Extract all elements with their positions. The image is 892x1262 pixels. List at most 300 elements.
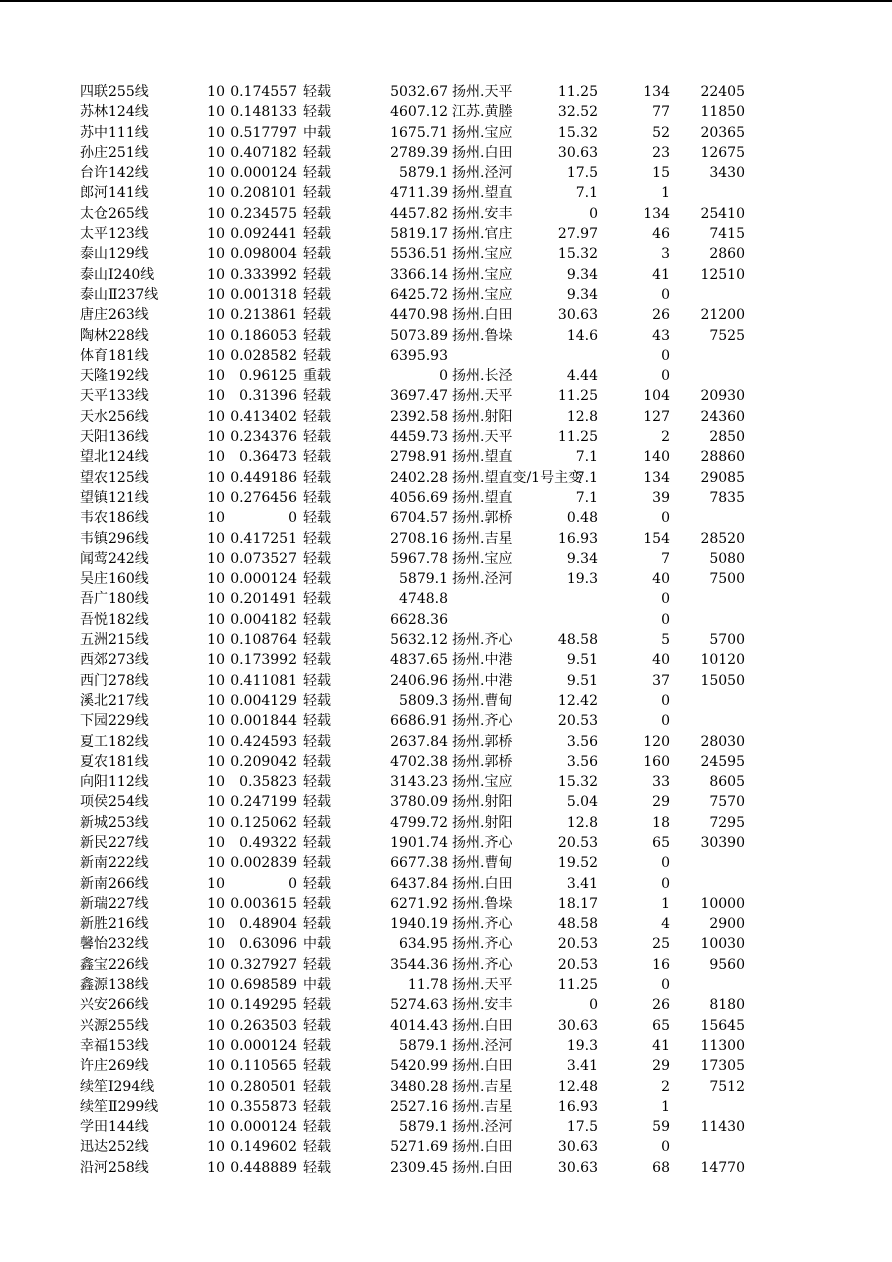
table-row bbox=[0, 813, 892, 833]
load-rate-cell: 0.355873 bbox=[230, 1098, 297, 1115]
substation-cell: 扬州.吉星 bbox=[452, 1078, 513, 1095]
length-cell: 15.32 bbox=[557, 124, 598, 141]
line-name-cell: 西门278线 bbox=[80, 672, 149, 689]
capacity-cell: 5879.1 bbox=[399, 1037, 448, 1054]
substation-cell: 扬州.齐心 bbox=[452, 936, 513, 953]
substation-cell: 扬州.中港 bbox=[452, 652, 513, 669]
kva-cell: 11430 bbox=[700, 1119, 745, 1136]
voltage-cell: 10 bbox=[207, 185, 225, 202]
capacity-cell: 3780.09 bbox=[390, 794, 448, 811]
capacity-cell: 1901.74 bbox=[390, 834, 448, 851]
count-cell: 23 bbox=[652, 144, 670, 161]
line-name-cell: 苏林124线 bbox=[80, 104, 149, 121]
line-name-cell: 西郊273线 bbox=[80, 652, 149, 669]
kva-cell: 12510 bbox=[700, 266, 745, 283]
substation-cell: 扬州.泾河 bbox=[452, 571, 513, 588]
length-cell: 3.41 bbox=[566, 875, 598, 892]
line-name-cell: 韦镇296线 bbox=[80, 530, 149, 547]
length-cell: 30.63 bbox=[557, 1139, 598, 1156]
load-status-cell: 轻载 bbox=[303, 429, 331, 446]
substation-cell: 扬州.望直变/1号主变 bbox=[452, 469, 583, 486]
table-row bbox=[0, 468, 892, 488]
capacity-cell: 5819.17 bbox=[390, 226, 448, 243]
line-name-cell: 馨怡232线 bbox=[80, 936, 149, 953]
voltage-cell: 10 bbox=[207, 530, 225, 547]
load-rate-cell: 0.110565 bbox=[230, 1058, 297, 1075]
table-row bbox=[0, 366, 892, 386]
kva-cell: 8605 bbox=[709, 774, 745, 791]
voltage-cell: 10 bbox=[207, 611, 225, 628]
table-row bbox=[0, 102, 892, 122]
count-cell: 2 bbox=[661, 429, 670, 446]
count-cell: 77 bbox=[652, 104, 670, 121]
length-cell: 7.1 bbox=[575, 449, 598, 466]
count-cell: 0 bbox=[661, 855, 670, 872]
load-status-cell: 轻载 bbox=[303, 1037, 331, 1054]
kva-cell: 3430 bbox=[709, 165, 745, 182]
load-status-cell: 轻载 bbox=[303, 591, 331, 608]
kva-cell: 10000 bbox=[700, 895, 745, 912]
substation-cell: 扬州.射阳 bbox=[452, 814, 513, 831]
table-row bbox=[0, 792, 892, 812]
load-status-cell: 轻载 bbox=[303, 185, 331, 202]
capacity-cell: 11.78 bbox=[407, 977, 448, 994]
load-status-cell: 轻载 bbox=[303, 144, 331, 161]
count-cell: 120 bbox=[643, 733, 670, 750]
load-rate-cell: 0.001844 bbox=[230, 713, 297, 730]
kva-cell: 28860 bbox=[700, 449, 745, 466]
table-row bbox=[0, 123, 892, 143]
length-cell: 14.6 bbox=[566, 327, 598, 344]
length-cell: 18.17 bbox=[557, 895, 598, 912]
load-status-cell: 轻载 bbox=[303, 307, 331, 324]
line-name-cell: 溪北217线 bbox=[80, 692, 149, 709]
kva-cell: 7295 bbox=[709, 814, 745, 831]
capacity-cell: 3544.36 bbox=[390, 956, 448, 973]
kva-cell: 30390 bbox=[700, 834, 745, 851]
voltage-cell: 10 bbox=[207, 550, 225, 567]
voltage-cell: 10 bbox=[207, 632, 225, 649]
voltage-cell: 10 bbox=[207, 733, 225, 750]
voltage-cell: 10 bbox=[207, 652, 225, 669]
voltage-cell: 10 bbox=[207, 266, 225, 283]
load-status-cell: 轻载 bbox=[303, 875, 331, 892]
capacity-cell: 4837.65 bbox=[390, 652, 448, 669]
load-rate-cell: 0.247199 bbox=[230, 794, 297, 811]
capacity-cell: 3366.14 bbox=[390, 266, 448, 283]
line-name-cell: 泰山129线 bbox=[80, 246, 149, 263]
substation-cell: 扬州.齐心 bbox=[452, 834, 513, 851]
table-row bbox=[0, 407, 892, 427]
table-row bbox=[0, 955, 892, 975]
kva-cell: 7415 bbox=[709, 226, 745, 243]
table-row bbox=[0, 163, 892, 183]
kva-cell: 8180 bbox=[709, 997, 745, 1014]
line-name-cell: 望北124线 bbox=[80, 449, 149, 466]
table-row bbox=[0, 427, 892, 447]
count-cell: 134 bbox=[643, 469, 670, 486]
length-cell: 7.1 bbox=[575, 185, 598, 202]
capacity-cell: 0 bbox=[439, 368, 448, 385]
line-name-cell: 吴庄160线 bbox=[80, 571, 149, 588]
table-row bbox=[0, 488, 892, 508]
load-rate-cell: 0.004182 bbox=[230, 611, 297, 628]
capacity-cell: 2402.28 bbox=[390, 469, 448, 486]
load-rate-cell: 0.35823 bbox=[239, 774, 297, 791]
voltage-cell: 10 bbox=[207, 875, 225, 892]
table-row bbox=[0, 691, 892, 711]
length-cell: 12.42 bbox=[557, 692, 598, 709]
load-rate-cell: 0.092441 bbox=[230, 226, 297, 243]
substation-cell: 扬州.望直 bbox=[452, 449, 513, 466]
count-cell: 127 bbox=[643, 408, 670, 425]
table-row bbox=[0, 386, 892, 406]
load-status-cell: 轻载 bbox=[303, 895, 331, 912]
load-rate-cell: 0.148133 bbox=[230, 104, 297, 121]
kva-cell: 11850 bbox=[700, 104, 745, 121]
capacity-cell: 5967.78 bbox=[390, 550, 448, 567]
length-cell: 17.5 bbox=[566, 165, 598, 182]
line-name-cell: 新城253线 bbox=[80, 814, 149, 831]
table-row bbox=[0, 650, 892, 670]
voltage-cell: 10 bbox=[207, 104, 225, 121]
substation-cell: 扬州.郭桥 bbox=[452, 510, 513, 527]
line-name-cell: 项侯254线 bbox=[80, 794, 149, 811]
line-name-cell: 吾悦182线 bbox=[80, 611, 149, 628]
line-name-cell: 新民227线 bbox=[80, 834, 149, 851]
length-cell: 20.53 bbox=[557, 713, 598, 730]
capacity-cell: 4702.38 bbox=[390, 753, 448, 770]
capacity-cell: 2527.16 bbox=[390, 1098, 448, 1115]
load-rate-cell: 0.000124 bbox=[230, 165, 297, 182]
substation-cell: 扬州.宝应 bbox=[452, 774, 513, 791]
load-status-cell: 轻载 bbox=[303, 469, 331, 486]
voltage-cell: 10 bbox=[207, 814, 225, 831]
load-rate-cell: 0.201491 bbox=[230, 591, 297, 608]
substation-cell: 扬州.白田 bbox=[452, 875, 513, 892]
substation-cell: 扬州.天平 bbox=[452, 388, 513, 405]
length-cell: 12.8 bbox=[566, 814, 598, 831]
kva-cell: 10120 bbox=[700, 652, 745, 669]
load-rate-cell: 0.000124 bbox=[230, 571, 297, 588]
load-status-cell: 轻载 bbox=[303, 1119, 331, 1136]
count-cell: 41 bbox=[652, 1037, 670, 1054]
load-rate-cell: 0.209042 bbox=[230, 753, 297, 770]
voltage-cell: 10 bbox=[207, 286, 225, 303]
count-cell: 52 bbox=[652, 124, 670, 141]
capacity-cell: 5271.69 bbox=[390, 1139, 448, 1156]
table-row bbox=[0, 1016, 892, 1036]
load-status-cell: 轻载 bbox=[303, 956, 331, 973]
capacity-cell: 4459.73 bbox=[390, 429, 448, 446]
load-rate-cell: 0.449186 bbox=[230, 469, 297, 486]
table-row bbox=[0, 874, 892, 894]
length-cell: 20.53 bbox=[557, 834, 598, 851]
substation-cell: 扬州.望直 bbox=[452, 489, 513, 506]
length-cell: 12.48 bbox=[557, 1078, 598, 1095]
voltage-cell: 10 bbox=[207, 205, 225, 222]
substation-cell: 扬州.安丰 bbox=[452, 205, 513, 222]
line-name-cell: 天阳136线 bbox=[80, 429, 149, 446]
capacity-cell: 6395.93 bbox=[390, 347, 448, 364]
substation-cell: 扬州.泾河 bbox=[452, 165, 513, 182]
count-cell: 33 bbox=[652, 774, 670, 791]
substation-cell: 扬州.宝应 bbox=[452, 124, 513, 141]
substation-cell: 扬州.泾河 bbox=[452, 1037, 513, 1054]
load-status-cell: 轻载 bbox=[303, 449, 331, 466]
table-row bbox=[0, 82, 892, 102]
load-rate-cell: 0 bbox=[288, 510, 297, 527]
count-cell: 43 bbox=[652, 327, 670, 344]
line-name-cell: 学田144线 bbox=[80, 1119, 149, 1136]
count-cell: 4 bbox=[661, 916, 670, 933]
load-rate-cell: 0.280501 bbox=[230, 1078, 297, 1095]
load-status-cell: 中载 bbox=[303, 936, 331, 953]
table-row bbox=[0, 224, 892, 244]
load-status-cell: 中载 bbox=[303, 124, 331, 141]
voltage-cell: 10 bbox=[207, 469, 225, 486]
voltage-cell: 10 bbox=[207, 226, 225, 243]
capacity-cell: 2798.91 bbox=[390, 449, 448, 466]
line-name-cell: 鑫源138线 bbox=[80, 977, 149, 994]
voltage-cell: 10 bbox=[207, 1119, 225, 1136]
table-row bbox=[0, 549, 892, 569]
kva-cell: 9560 bbox=[709, 956, 745, 973]
line-name-cell: 许庄269线 bbox=[80, 1058, 149, 1075]
count-cell: 37 bbox=[652, 672, 670, 689]
kva-cell: 20930 bbox=[700, 388, 745, 405]
line-name-cell: 台许142线 bbox=[80, 165, 149, 182]
voltage-cell: 10 bbox=[207, 165, 225, 182]
load-status-cell: 轻载 bbox=[303, 246, 331, 263]
table-row bbox=[0, 772, 892, 792]
line-name-cell: 泰山Ⅰ240线 bbox=[80, 266, 155, 283]
voltage-cell: 10 bbox=[207, 936, 225, 953]
count-cell: 134 bbox=[643, 84, 670, 100]
load-rate-cell: 0.125062 bbox=[230, 814, 297, 831]
kva-cell: 21200 bbox=[700, 307, 745, 324]
capacity-cell: 3143.23 bbox=[390, 774, 448, 791]
line-name-cell: 新瑞227线 bbox=[80, 895, 149, 912]
capacity-cell: 4056.69 bbox=[390, 489, 448, 506]
voltage-cell: 10 bbox=[207, 997, 225, 1014]
load-status-cell: 轻载 bbox=[303, 347, 331, 364]
table-row bbox=[0, 1077, 892, 1097]
length-cell: 4.44 bbox=[566, 368, 598, 385]
line-name-cell: 五洲215线 bbox=[80, 632, 149, 649]
length-cell: 19.3 bbox=[566, 571, 598, 588]
count-cell: 46 bbox=[652, 226, 670, 243]
voltage-cell: 10 bbox=[207, 347, 225, 364]
load-rate-cell: 0.276456 bbox=[230, 489, 297, 506]
length-cell: 11.25 bbox=[557, 429, 598, 446]
load-status-cell: 轻载 bbox=[303, 814, 331, 831]
substation-cell: 扬州.安丰 bbox=[452, 997, 513, 1014]
voltage-cell: 10 bbox=[207, 1098, 225, 1115]
load-rate-cell: 0.448889 bbox=[230, 1159, 297, 1176]
load-status-cell: 轻载 bbox=[303, 1058, 331, 1075]
length-cell: 0.48 bbox=[566, 510, 598, 527]
capacity-cell: 3480.28 bbox=[390, 1078, 448, 1095]
substation-cell: 扬州.天平 bbox=[452, 977, 513, 994]
substation-cell: 扬州.宝应 bbox=[452, 550, 513, 567]
table-row bbox=[0, 529, 892, 549]
count-cell: 0 bbox=[661, 510, 670, 527]
length-cell: 48.58 bbox=[557, 632, 598, 649]
line-name-cell: 陶林228线 bbox=[80, 327, 149, 344]
voltage-cell: 10 bbox=[207, 956, 225, 973]
count-cell: 0 bbox=[661, 977, 670, 994]
load-rate-cell: 0.149602 bbox=[230, 1139, 297, 1156]
voltage-cell: 10 bbox=[207, 489, 225, 506]
kva-cell: 7500 bbox=[709, 571, 745, 588]
load-rate-cell: 0.213861 bbox=[230, 307, 297, 324]
capacity-cell: 2637.84 bbox=[390, 733, 448, 750]
kva-cell: 17305 bbox=[700, 1058, 745, 1075]
substation-cell: 扬州.宝应 bbox=[452, 266, 513, 283]
voltage-cell: 10 bbox=[207, 124, 225, 141]
kva-cell: 5700 bbox=[709, 632, 745, 649]
load-rate-cell: 0.004129 bbox=[230, 692, 297, 709]
kva-cell: 24360 bbox=[700, 408, 745, 425]
voltage-cell: 10 bbox=[207, 774, 225, 791]
kva-cell: 12675 bbox=[700, 144, 745, 161]
capacity-cell: 6686.91 bbox=[390, 713, 448, 730]
line-name-cell: 向阳112线 bbox=[80, 774, 149, 791]
load-status-cell: 轻载 bbox=[303, 611, 331, 628]
substation-cell: 扬州.天平 bbox=[452, 429, 513, 446]
count-cell: 1 bbox=[661, 185, 670, 202]
table-row bbox=[0, 833, 892, 853]
substation-cell: 扬州.射阳 bbox=[452, 794, 513, 811]
capacity-cell: 5879.1 bbox=[399, 571, 448, 588]
load-rate-cell: 0.96125 bbox=[239, 368, 297, 385]
count-cell: 154 bbox=[643, 530, 670, 547]
voltage-cell: 10 bbox=[207, 895, 225, 912]
load-status-cell: 轻载 bbox=[303, 794, 331, 811]
line-name-cell: 幸福153线 bbox=[80, 1037, 149, 1054]
table-row bbox=[0, 1056, 892, 1076]
length-cell: 11.25 bbox=[557, 977, 598, 994]
load-status-cell: 轻载 bbox=[303, 327, 331, 344]
kva-cell: 28520 bbox=[700, 530, 745, 547]
capacity-cell: 5879.1 bbox=[399, 165, 448, 182]
voltage-cell: 10 bbox=[207, 571, 225, 588]
substation-cell: 扬州.吉星 bbox=[452, 530, 513, 547]
voltage-cell: 10 bbox=[207, 1139, 225, 1156]
kva-cell: 7525 bbox=[709, 327, 745, 344]
count-cell: 0 bbox=[661, 286, 670, 303]
load-status-cell: 轻载 bbox=[303, 226, 331, 243]
table-row bbox=[0, 204, 892, 224]
capacity-cell: 1940.19 bbox=[390, 916, 448, 933]
line-name-cell: 续笙Ⅰ294线 bbox=[80, 1078, 155, 1095]
load-status-cell: 轻载 bbox=[303, 104, 331, 121]
load-status-cell: 轻载 bbox=[303, 408, 331, 425]
line-name-cell: 韦农186线 bbox=[80, 510, 149, 527]
length-cell: 30.63 bbox=[557, 307, 598, 324]
line-name-cell: 夏工182线 bbox=[80, 733, 149, 750]
length-cell: 30.63 bbox=[557, 144, 598, 161]
length-cell: 27.97 bbox=[557, 226, 598, 243]
load-rate-cell: 0.108764 bbox=[230, 632, 297, 649]
kva-cell: 7835 bbox=[709, 489, 745, 506]
substation-cell: 扬州.长泾 bbox=[452, 368, 513, 385]
capacity-cell: 5536.51 bbox=[390, 246, 448, 263]
table-row bbox=[0, 589, 892, 609]
capacity-cell: 4748.8 bbox=[399, 591, 448, 608]
load-rate-cell: 0.36473 bbox=[239, 449, 297, 466]
table-row bbox=[0, 244, 892, 264]
table-row bbox=[0, 285, 892, 305]
capacity-cell: 6677.38 bbox=[390, 855, 448, 872]
voltage-cell: 10 bbox=[207, 692, 225, 709]
voltage-cell: 10 bbox=[207, 916, 225, 933]
count-cell: 2 bbox=[661, 1078, 670, 1095]
load-status-cell: 轻载 bbox=[303, 205, 331, 222]
substation-cell: 扬州.射阳 bbox=[452, 408, 513, 425]
table-row bbox=[0, 934, 892, 954]
length-cell: 15.32 bbox=[557, 774, 598, 791]
line-name-cell: 天水256线 bbox=[80, 408, 149, 425]
voltage-cell: 10 bbox=[207, 1017, 225, 1034]
kva-cell: 29085 bbox=[700, 469, 745, 486]
table-row bbox=[0, 995, 892, 1015]
load-rate-cell: 0.698589 bbox=[230, 977, 297, 994]
load-status-cell: 轻载 bbox=[303, 1098, 331, 1115]
kva-cell: 15050 bbox=[700, 672, 745, 689]
table-row bbox=[0, 447, 892, 467]
capacity-cell: 4799.72 bbox=[390, 814, 448, 831]
load-rate-cell: 0.48904 bbox=[239, 916, 297, 933]
voltage-cell: 10 bbox=[207, 388, 225, 405]
line-name-cell: 太平123线 bbox=[80, 226, 149, 243]
length-cell: 48.58 bbox=[557, 916, 598, 933]
length-cell: 11.25 bbox=[557, 388, 598, 405]
count-cell: 40 bbox=[652, 571, 670, 588]
capacity-cell: 5274.63 bbox=[390, 997, 448, 1014]
line-name-cell: 望镇121线 bbox=[80, 489, 149, 506]
load-status-cell: 轻载 bbox=[303, 510, 331, 527]
substation-cell: 扬州.鲁垛 bbox=[452, 327, 513, 344]
line-name-cell: 兴安266线 bbox=[80, 997, 149, 1014]
table-row bbox=[0, 326, 892, 346]
load-rate-cell: 0.001318 bbox=[230, 286, 297, 303]
count-cell: 29 bbox=[652, 1058, 670, 1075]
line-name-cell: 太仓265线 bbox=[80, 205, 149, 222]
voltage-cell: 10 bbox=[207, 1037, 225, 1054]
capacity-cell: 5420.99 bbox=[390, 1058, 448, 1075]
count-cell: 18 bbox=[652, 814, 670, 831]
load-status-cell: 轻载 bbox=[303, 165, 331, 182]
load-rate-cell: 0.234376 bbox=[230, 429, 297, 446]
line-name-cell: 唐庄263线 bbox=[80, 307, 149, 324]
voltage-cell: 10 bbox=[207, 307, 225, 324]
length-cell: 30.63 bbox=[557, 1017, 598, 1034]
length-cell: 19.52 bbox=[557, 855, 598, 872]
table-row bbox=[0, 569, 892, 589]
substation-cell: 扬州.白田 bbox=[452, 1017, 513, 1034]
table-row bbox=[0, 346, 892, 366]
load-rate-cell: 0.234575 bbox=[230, 205, 297, 222]
line-name-cell: 体育181线 bbox=[80, 347, 149, 364]
count-cell: 16 bbox=[652, 956, 670, 973]
count-cell: 160 bbox=[643, 753, 670, 770]
load-rate-cell: 0.003615 bbox=[230, 895, 297, 912]
length-cell: 16.93 bbox=[557, 1098, 598, 1115]
length-cell: 30.63 bbox=[557, 1159, 598, 1176]
length-cell: 9.51 bbox=[566, 672, 598, 689]
